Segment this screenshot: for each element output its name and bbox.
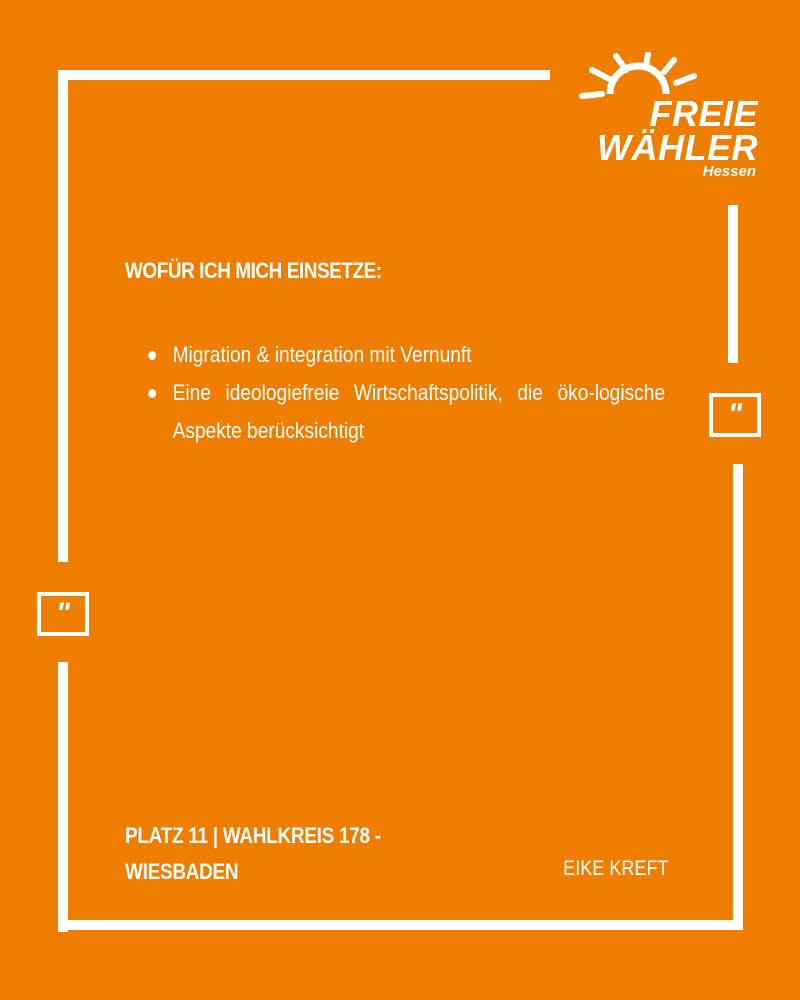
freie-waehler-logo <box>578 52 768 184</box>
quote-mark-right <box>709 393 761 437</box>
list-item: Eine ideologiefreie Wirtschaftspolitik, die öko-logische Aspekte berücksichtigt <box>143 374 665 450</box>
list-item: Migration & integration mit Vernunft <box>143 336 665 374</box>
section-heading: WOFÜR ICH MICH EINSETZE: <box>125 258 382 283</box>
candidate-name: EIKE KREFT <box>563 857 669 880</box>
quote-mark-left-glyph: " <box>55 597 71 630</box>
frame-right-upper-bar <box>728 205 738 363</box>
frame-right-lower-bar <box>733 464 743 930</box>
logo-text-freie: FREIE <box>649 93 758 134</box>
quote-mark-right-glyph: " <box>727 398 743 431</box>
frame-top-bar <box>58 70 550 80</box>
logo-text-waehler: WÄHLER <box>597 127 758 168</box>
frame-left-upper-bar <box>58 70 68 562</box>
logo-text-hessen: Hessen <box>702 163 756 180</box>
candidate-placement <box>125 818 381 890</box>
frame-bottom-bar <box>58 920 743 930</box>
quote-mark-left <box>37 592 89 636</box>
placement-line-2: WIESBADEN <box>125 859 239 884</box>
placement-line-1: PLATZ 11 | WAHLKREIS 178 - <box>125 823 381 848</box>
frame-left-lower-bar <box>58 662 68 932</box>
commitments-list <box>143 336 665 450</box>
